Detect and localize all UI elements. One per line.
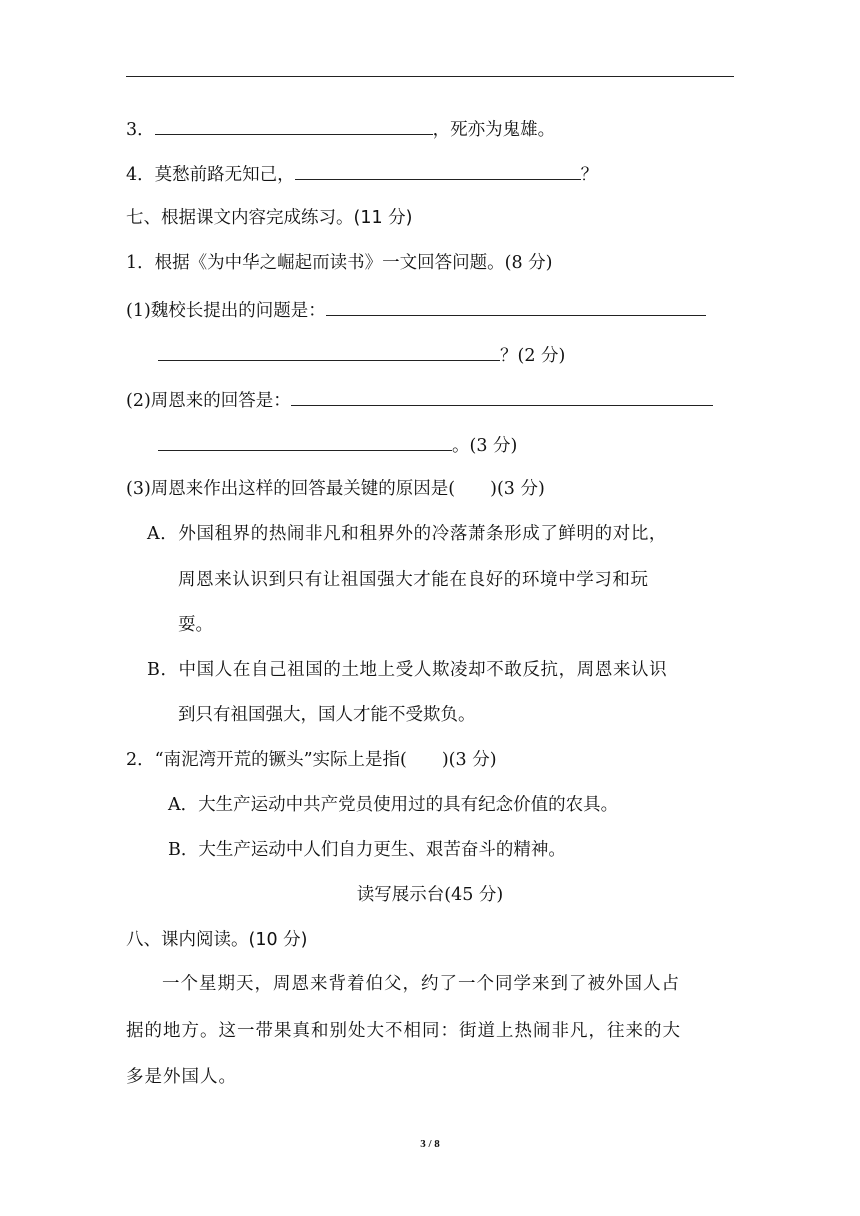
answer-blank[interactable] — [295, 161, 581, 180]
part-title: 读写展示台(45 分) — [356, 885, 504, 905]
sub-question-2-text: (2)周恩来的回答是： — [126, 391, 291, 411]
passage-line-1: 一个星期天，周恩来背着伯父，约了一个同学来到了被外国人占 — [162, 974, 680, 994]
option-b-line-2: 到只有祖国强大，国人才能不受欺负。 — [178, 705, 476, 725]
option-a-line-1: A．外国租界的热闹非凡和租界外的冷落萧条形成了鲜明的对比， — [147, 524, 668, 544]
answer-blank[interactable] — [155, 116, 433, 135]
option-b-line-1: B．中国人在自己祖国的土地上受人欺凌却不敢反抗，周恩来认识 — [147, 660, 668, 680]
sub-question-2 — [126, 387, 713, 413]
page-number: 3 / 8 — [420, 1138, 440, 1150]
question-3-tail: ，死亦为鬼雄。 — [432, 120, 556, 140]
option-a-line-3: 耍。 — [178, 615, 213, 635]
sub-question-2-continuation — [158, 432, 517, 458]
question-4-tail: ？ — [580, 165, 599, 185]
question-4 — [126, 161, 598, 187]
sub-question-2-tail: 。(3 分) — [452, 436, 518, 456]
header-rule — [126, 76, 734, 77]
question-3-number: 3． — [126, 120, 155, 140]
sub-question-1 — [126, 297, 706, 323]
passage-line-2: 据的地方。这一带果真和别处大不相同：街道上热闹非凡，往来的大 — [126, 1021, 681, 1041]
answer-blank[interactable] — [158, 432, 452, 451]
passage-line-3: 多是外国人。 — [126, 1067, 237, 1087]
question-3 — [126, 116, 555, 142]
answer-blank[interactable] — [158, 342, 500, 361]
sub-question-1-text: (1)魏校长提出的问题是： — [126, 301, 326, 321]
question-2-option-a: A．大生产运动中共产党员使用过的具有纪念价值的农具。 — [168, 795, 619, 815]
section-7-question-2: 2．“南泥湾开荒的镢头”实际上是指( )(3 分) — [126, 750, 497, 770]
section-8-heading: 八、课内阅读。(10 分) — [126, 930, 308, 950]
option-a-line-2: 周恩来认识到只有让祖国强大才能在良好的环境中学习和玩 — [178, 570, 649, 590]
answer-blank[interactable] — [291, 387, 713, 406]
sub-question-3: (3)周恩来作出这样的回答最关键的原因是( )(3 分) — [126, 479, 545, 499]
question-4-head: 4．莫愁前路无知己， — [126, 165, 295, 185]
section-7-heading: 七、根据课文内容完成练习。(11 分) — [126, 208, 413, 228]
question-2-option-b: B．大生产运动中人们自力更生、艰苦奋斗的精神。 — [168, 840, 566, 860]
sub-question-1-tail: ？(2 分) — [500, 346, 566, 366]
section-7-question-1: 1．根据《为中华之崛起而读书》一文回答问题。(8 分) — [126, 253, 553, 273]
answer-blank[interactable] — [326, 297, 706, 316]
sub-question-1-continuation — [158, 342, 565, 368]
